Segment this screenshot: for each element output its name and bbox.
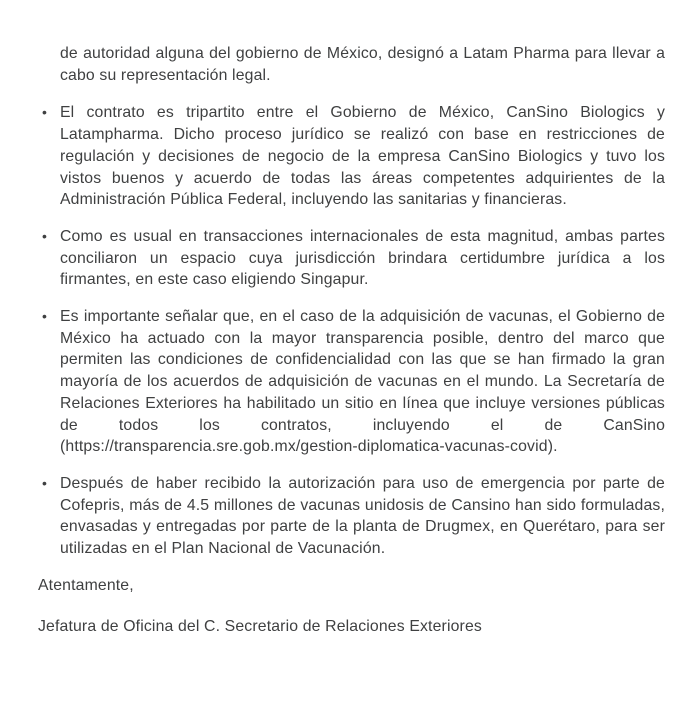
bullet-icon: • (42, 474, 48, 491)
list-item (38, 306, 665, 458)
list-item-text: Después de haber recibido la autorización para uso de emergencia por parte de Cofepris, más de 4.5 millones de vacunas unidosis de Cansino han sido formuladas, envasadas y entregadas por parte de la planta de Drugmex, en Querétaro, para ser utilizadas en el Plan Nacional de Vacunación. (60, 474, 665, 558)
closing-salutation: Atentamente, (38, 576, 134, 594)
list-item (38, 102, 665, 211)
list-item (38, 473, 665, 560)
intro-paragraph: de autoridad alguna del gobierno de México, designó a Latam Pharma para llevar a cabo su representación legal. (60, 45, 665, 84)
bullet-icon: • (42, 308, 48, 325)
list-item-text: Como es usual en transacciones internacionales de esta magnitud, ambas partes conciliaron un espacio cuya jurisdicción brindara certidumbre jurídica a los firmantes, en este caso eligiendo Singapur. (60, 227, 665, 289)
list-item (38, 226, 665, 291)
signature-line: Jefatura de Oficina del C. Secretario de Relaciones Exteriores (38, 618, 482, 636)
bullet-list (38, 102, 665, 559)
list-item-text: Es importante señalar que, en el caso de la adquisición de vacunas, el Gobierno de México ha actuado con la mayor transparencia posible, dentro del marco que permiten las condiciones de confidencialidad con las que se han firmado la gran mayoría de los acuerdos de adquisición de vacunas en el mundo. La Secretaría de Relaciones Exteriores ha habilitado un sitio en línea que incluye versiones públicas de todos los contratos, incluyendo el de CanSino (https://transparencia.sre.gob.mx/gestion-diplomatica-vacunas-covid). (60, 308, 665, 456)
list-item-text: El contrato es tripartito entre el Gobierno de México, CanSino Biologics y Latampharma. Dicho proceso jurídico se realizó con base en restricciones de regulación y decisiones de negocio de la empresa CanSino Biologics y tuvo los vistos buenos y acuerdo de todas las áreas competentes adquirientes de la Administración Pública Federal, incluyendo las sanitarias y financieras. (60, 104, 665, 209)
bullet-icon: • (42, 227, 48, 244)
bullet-icon: • (42, 104, 48, 121)
